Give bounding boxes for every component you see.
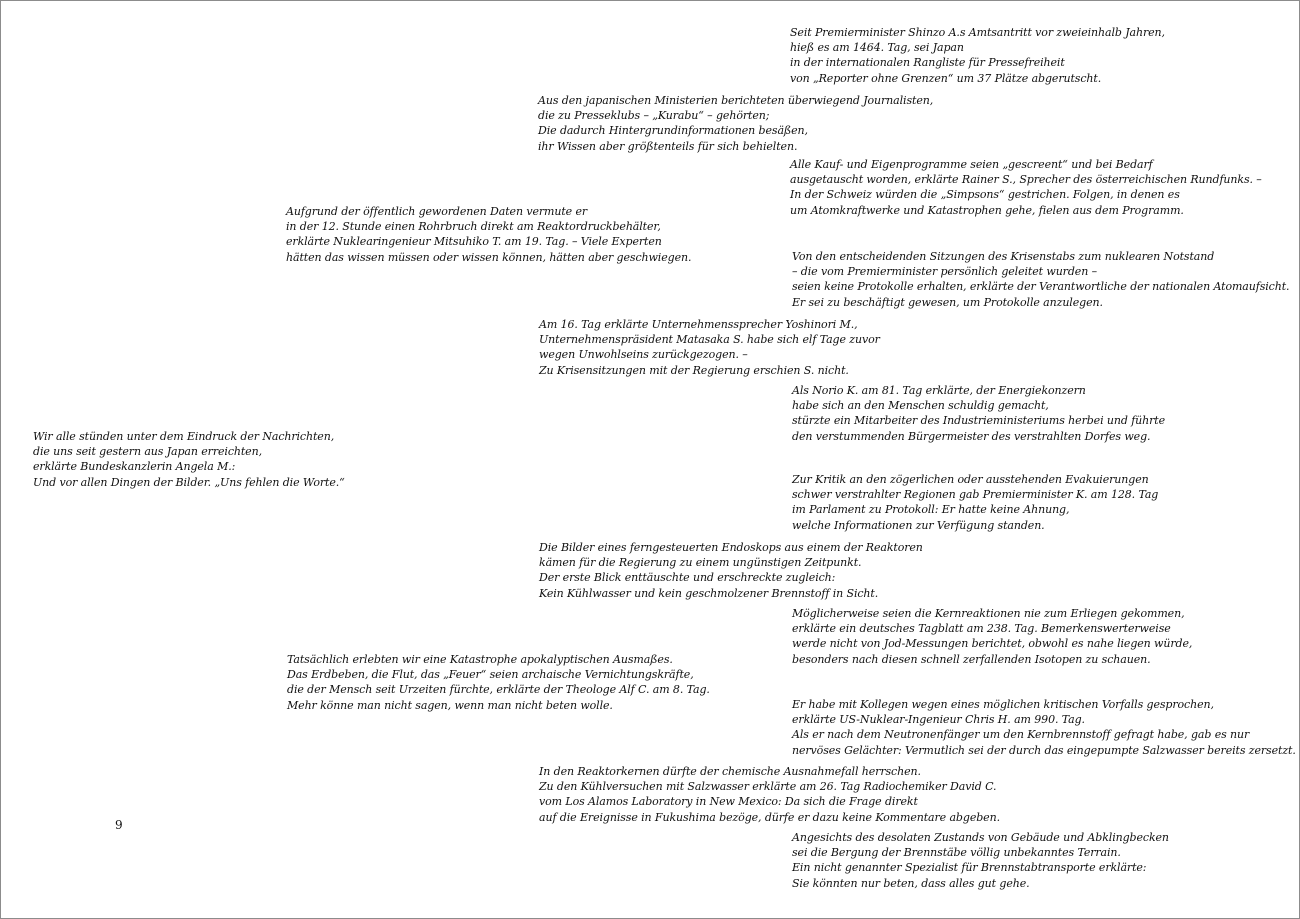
text-line: wegen Unwohlseins zurückgezogen. –	[539, 348, 748, 362]
text-line: nervöses Gelächter: Vermutlich sei der durch das eingepumpte Salzwasser bereits zersetzt.	[792, 743, 1296, 757]
text-line: erklärte Nuklearingenieur Mitsuhiko T. am 19. Tag. – Viele Experten	[286, 235, 662, 249]
text-block-theologian	[287, 652, 710, 713]
text-line: erklärte US-Nuklear-Ingenieur Chris H. am 990. Tag.	[792, 713, 1085, 727]
text-block-broadcast	[790, 157, 1262, 218]
text-block-chancellor	[33, 429, 345, 490]
text-line: Die Bilder eines ferngesteuerten Endoskops aus einem der Reaktoren	[539, 541, 923, 554]
text-line: kämen für die Regierung zu einem ungünstigen Zeitpunkt.	[539, 556, 862, 570]
text-line: Kein Kühlwasser und kein geschmolzener Brennstoff in Sicht.	[539, 586, 879, 600]
text-line: auf die Ereignisse in Fukushima bezöge, dürfe er dazu keine Kommentare abgeben.	[539, 810, 1000, 824]
text-line: Der erste Blick enttäuschte und erschreckte zugleich:	[539, 571, 836, 585]
text-line: erklärte Bundeskanzlerin Angela M.:	[33, 460, 236, 474]
text-line: Zu Krisensitzungen mit der Regierung erschien S. nicht.	[539, 363, 849, 377]
text-line: Er habe mit Kollegen wegen eines möglichen kritischen Vorfalls gesprochen,	[792, 698, 1214, 711]
text-line: von „Reporter ohne Grenzen“ um 37 Plätze abgerutscht.	[790, 71, 1102, 85]
text-line: Und vor allen Dingen der Bilder. „Uns fehlen die Worte.“	[33, 475, 345, 489]
page-number: 9	[115, 818, 123, 832]
text-line: schwer verstrahlter Regionen gab Premierminister K. am 128. Tag	[792, 488, 1159, 502]
text-line: Aufgrund der öffentlich gewordenen Daten vermute er	[286, 205, 588, 218]
text-block-crisis-protocols	[792, 249, 1289, 310]
text-line: hieß es am 1464. Tag, sei Japan	[790, 41, 964, 55]
text-block-press-freedom	[790, 25, 1165, 86]
text-line: Seit Premierminister Shinzo A.s Amtsantritt vor zweieinhalb Jahren,	[790, 26, 1165, 39]
text-line: in der 12. Stunde einen Rohrbruch direkt am Reaktordruckbehälter,	[286, 220, 661, 234]
text-block-fuel-rods	[792, 830, 1169, 891]
text-line: Sie könnten nur beten, dass alles gut gehe.	[792, 876, 1030, 890]
text-block-radiochemist	[539, 764, 1000, 825]
text-block-pipe-rupture	[286, 204, 691, 265]
text-line: werde nicht von Jod-Messungen berichtet, obwohl es nahe liegen würde,	[792, 637, 1193, 651]
text-line: seien keine Protokolle erhalten, erklärte der Verantwortliche der nationalen Atomaufsicht.	[792, 280, 1290, 294]
text-line: welche Informationen zur Verfügung standen.	[792, 518, 1045, 532]
text-line: Die dadurch Hintergrundinformationen besäßen,	[538, 124, 808, 138]
text-line: – die vom Premierminister persönlich geleitet wurden –	[792, 265, 1097, 279]
text-line: Angesichts des desolaten Zustands von Gebäude und Abklingbecken	[792, 831, 1169, 844]
text-line: Zur Kritik an den zögerlichen oder ausstehenden Evakuierungen	[792, 473, 1149, 486]
text-line: die der Mensch seit Urzeiten fürchte, erklärte der Theologe Alf C. am 8. Tag.	[287, 683, 710, 697]
text-line: um Atomkraftwerke und Katastrophen gehe, fielen aus dem Programm.	[790, 203, 1184, 217]
text-line: Am 16. Tag erklärte Unternehmenssprecher Yoshinori M.,	[539, 318, 858, 331]
text-line: In der Schweiz würden die „Simpsons“ gestrichen. Folgen, in denen es	[790, 188, 1180, 202]
text-line: erklärte ein deutsches Tagblatt am 238. Tag. Bemerkenswerterweise	[792, 622, 1171, 636]
text-line: Von den entscheidenden Sitzungen des Krisenstabs zum nuklearen Notstand	[792, 250, 1215, 263]
text-line: Als er nach dem Neutronenfänger um den Kernbrennstoff gefragt habe, gab es nur	[792, 728, 1250, 742]
text-line: besonders nach diesen schnell zerfallenden Isotopen zu schauen.	[792, 652, 1151, 666]
text-line: den verstummenden Bürgermeister des verstrahlten Dorfes weg.	[792, 429, 1151, 443]
text-line: die uns seit gestern aus Japan erreichten,	[33, 445, 262, 459]
text-line: hätten das wissen müssen oder wissen können, hätten aber geschwiegen.	[286, 250, 692, 264]
text-block-evacuation	[792, 472, 1158, 533]
text-line: Tatsächlich erlebten wir eine Katastrophe apokalyptischen Ausmaßes.	[287, 653, 673, 666]
text-line: Möglicherweise seien die Kernreaktionen nie zum Erliegen gekommen,	[792, 607, 1185, 620]
text-line: vom Los Alamos Laboratory in New Mexico: Da sich die Frage direkt	[539, 795, 918, 809]
text-line: Wir alle stünden unter dem Eindruck der Nachrichten,	[33, 430, 335, 443]
text-block-iodine	[792, 606, 1192, 667]
text-block-neutron-absorber	[792, 697, 1296, 758]
text-block-mayor	[792, 383, 1165, 444]
text-line: Unternehmenspräsident Matasaka S. habe sich elf Tage zuvor	[539, 333, 880, 347]
text-line: Zu den Kühlversuchen mit Salzwasser erklärte am 26. Tag Radiochemiker David C.	[539, 780, 997, 794]
text-line: im Parlament zu Protokoll: Er hatte keine Ahnung,	[792, 503, 1070, 517]
text-line: Als Norio K. am 81. Tag erklärte, der Energiekonzern	[792, 384, 1086, 397]
text-line: ihr Wissen aber größtenteils für sich behielten.	[538, 139, 798, 153]
text-line: habe sich an den Menschen schuldig gemacht,	[792, 399, 1049, 413]
text-line: Er sei zu beschäftigt gewesen, um Protokolle anzulegen.	[792, 295, 1103, 309]
text-line: stürzte ein Mitarbeiter des Industrieministeriums herbei und führte	[792, 414, 1166, 428]
text-block-press-clubs	[538, 93, 933, 154]
text-line: Das Erdbeben, die Flut, das „Feuer“ seien archaische Vernichtungskräfte,	[287, 668, 694, 682]
text-line: In den Reaktorkernen dürfte der chemische Ausnahmefall herrschen.	[539, 765, 921, 778]
text-line: ausgetauscht worden, erklärte Rainer S., Sprecher des österreichischen Rundfunks. –	[790, 173, 1262, 187]
text-line: Ein nicht genannter Spezialist für Brennstabtransporte erklärte:	[792, 861, 1147, 875]
text-line: in der internationalen Rangliste für Pressefreiheit	[790, 56, 1065, 70]
text-block-endoscope	[539, 540, 923, 601]
text-line: sei die Bergung der Brennstäbe völlig unbekanntes Terrain.	[792, 846, 1121, 860]
text-line: Alle Kauf- und Eigenprogramme seien „gescreent“ und bei Bedarf	[790, 158, 1153, 171]
text-block-company-spokesman	[539, 317, 880, 378]
text-line: Mehr könne man nicht sagen, wenn man nicht beten wolle.	[287, 698, 613, 712]
text-line: die zu Presseklubs – „Kurabu“ – gehörten;	[538, 109, 770, 123]
text-line: Aus den japanischen Ministerien berichteten überwiegend Journalisten,	[538, 94, 934, 107]
